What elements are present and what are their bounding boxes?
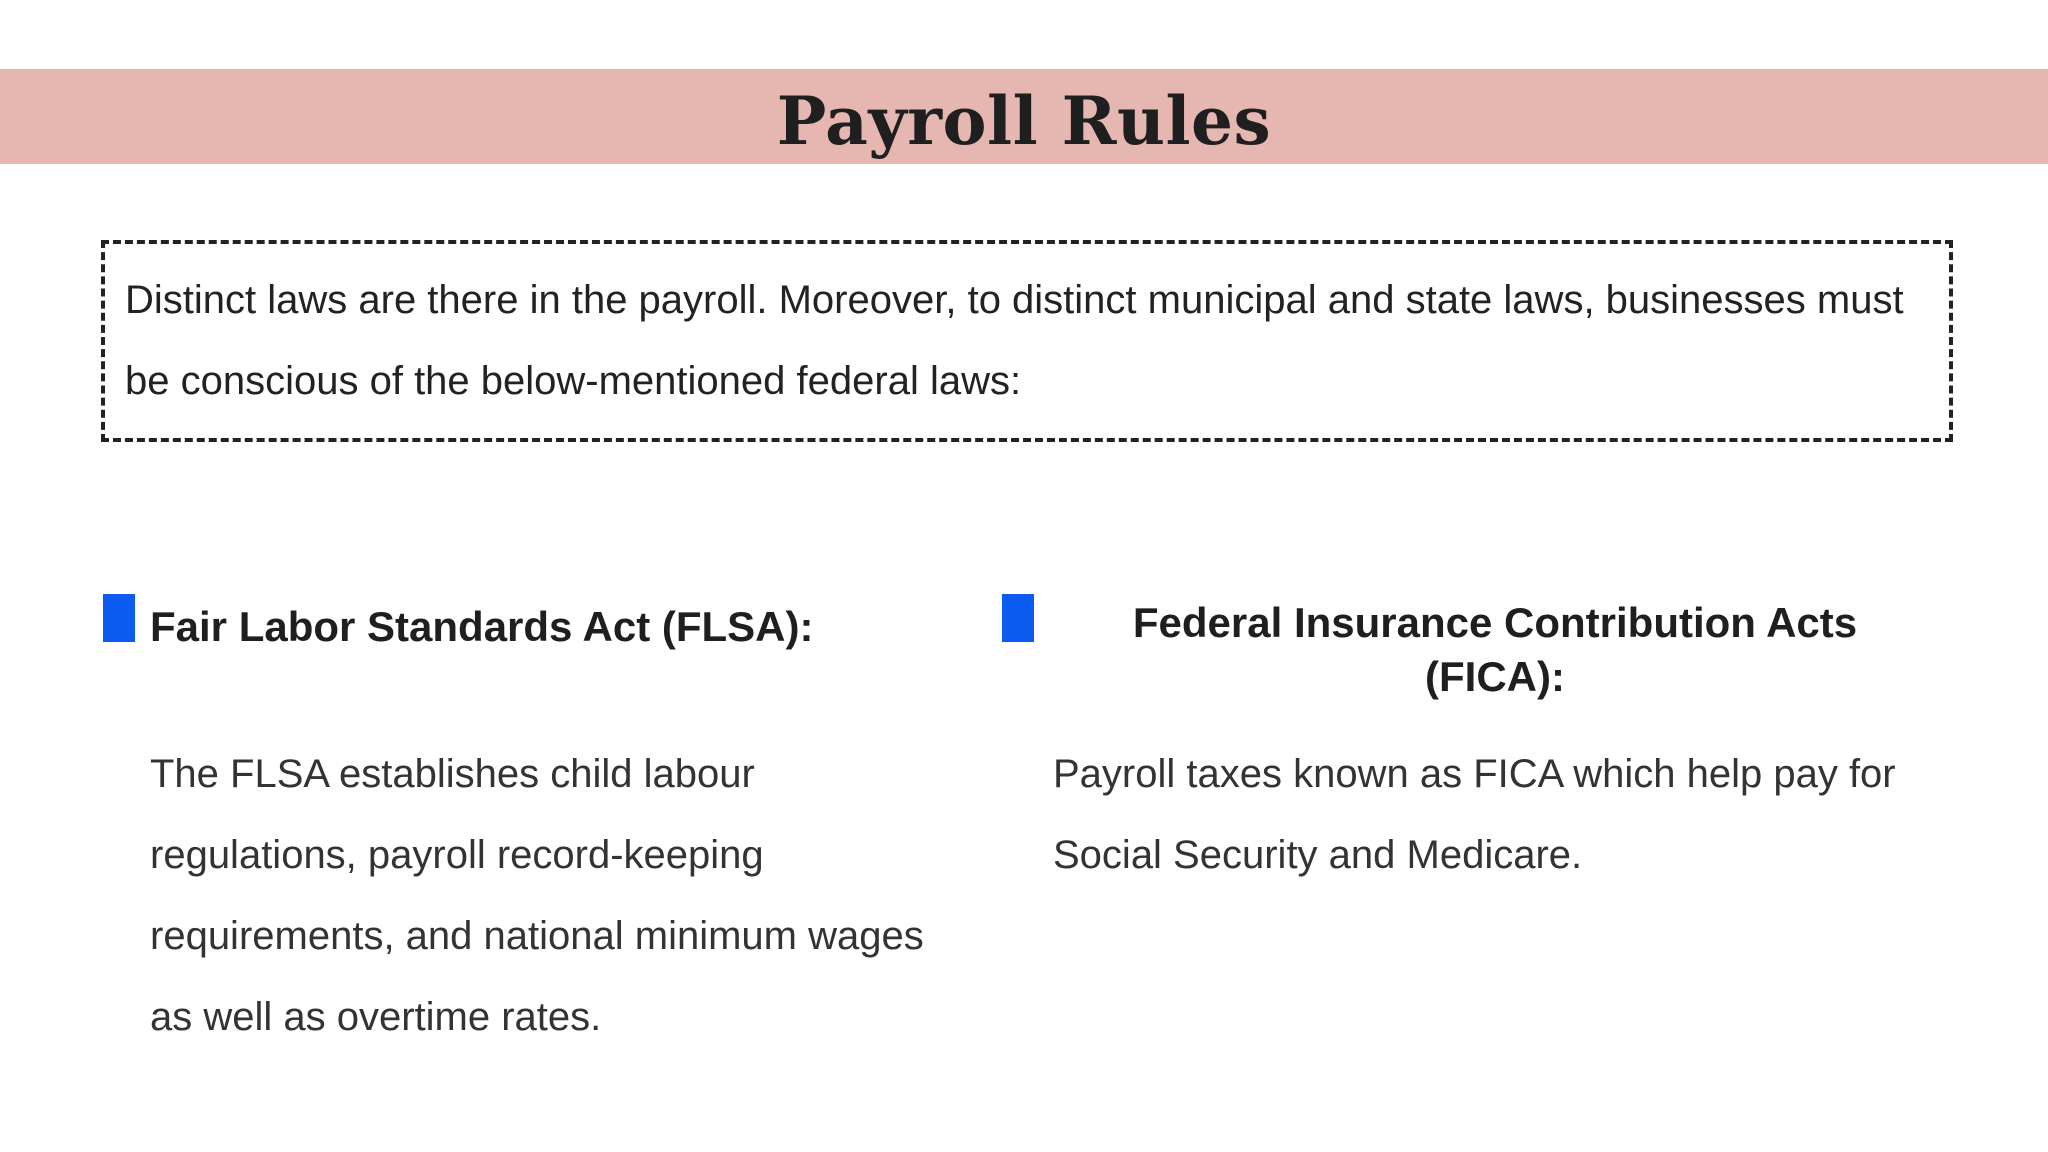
title-band xyxy=(0,69,2048,164)
section-heading-fica: Federal Insurance Contribution Acts (FICA): xyxy=(1132,599,1858,700)
bullet-marker-fica xyxy=(1002,594,1034,642)
section-body-flsa: The FLSA establishes child labour regulations, payroll record-keeping requirements, and national minimum wages as well as overtime rates. xyxy=(150,752,924,1039)
intro-text: Distinct laws are there in the payroll. Moreover, to distinct municipal and state laws, businesses must be conscious of the below-mentioned federal laws: xyxy=(125,278,1904,403)
intro-box xyxy=(101,240,1953,442)
bullet-marker-flsa xyxy=(103,594,135,642)
section-body-fica: Payroll taxes known as FICA which help pay for Social Security and Medicare. xyxy=(1053,752,1896,877)
page-title: Payroll Rules xyxy=(776,81,1272,160)
section-heading-flsa: Fair Labor Standards Act (FLSA): xyxy=(150,603,814,650)
